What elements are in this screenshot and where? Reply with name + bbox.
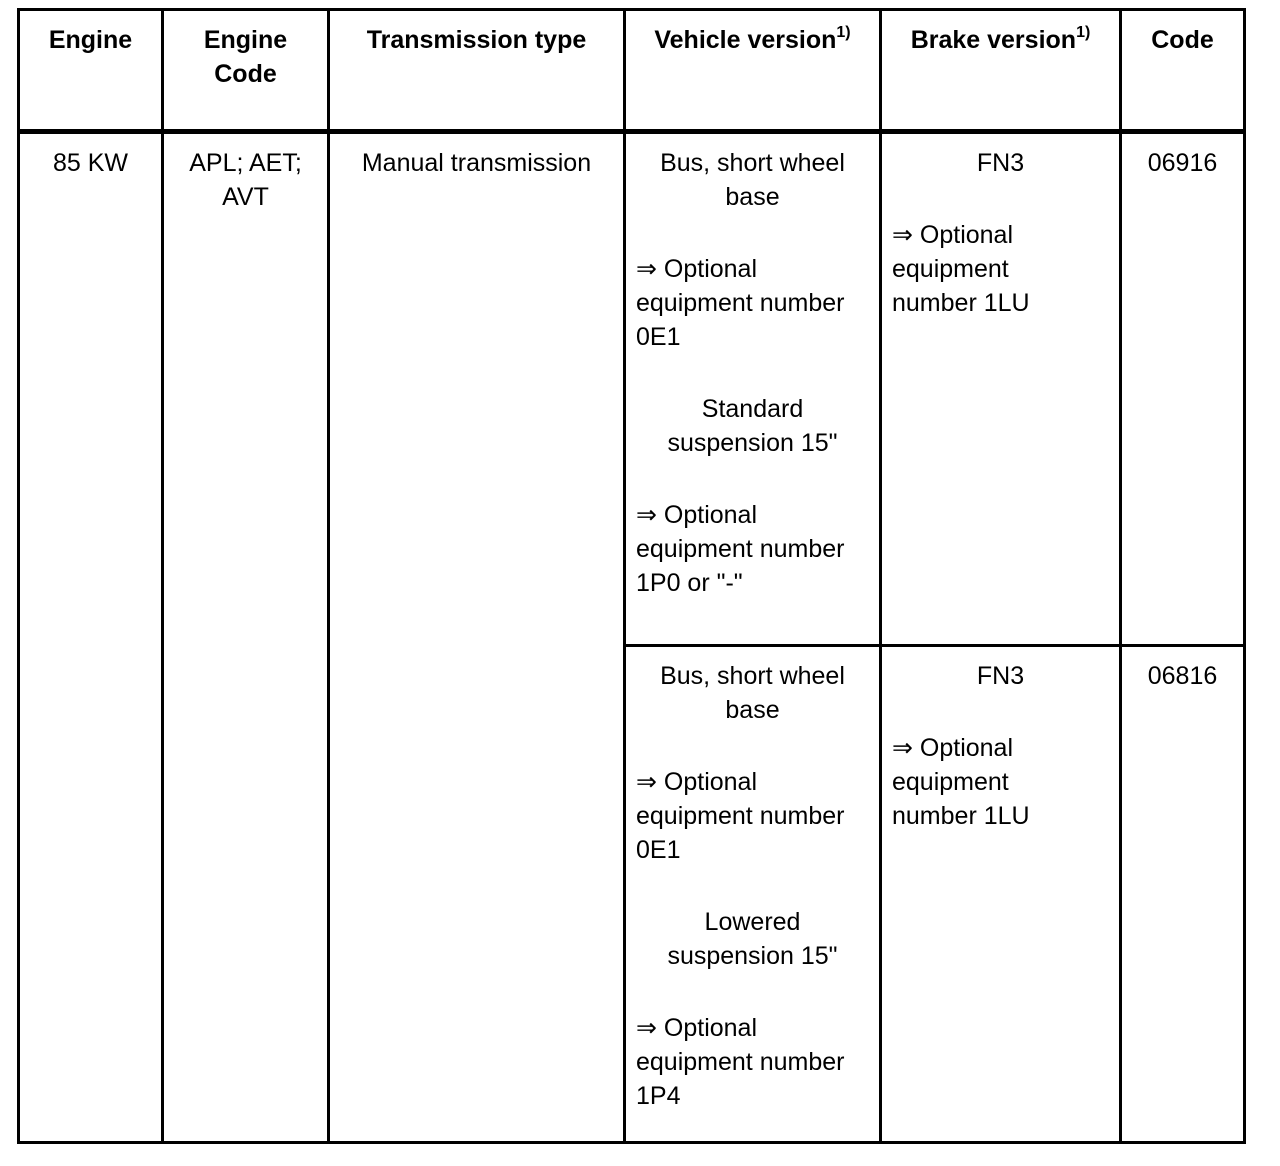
header-code-label: Code	[1151, 26, 1214, 54]
table-row	[19, 132, 1245, 646]
brake-option-line2: equipment	[892, 255, 1009, 283]
cell-vehicle-version	[625, 646, 881, 1143]
cell-engine	[19, 132, 163, 1143]
brake-code-table	[17, 8, 1246, 1144]
transmission-value: Manual transmission	[361, 149, 592, 177]
vehicle-title-line1: Bus, short wheel	[660, 662, 845, 690]
cell-code	[1121, 646, 1245, 1143]
header-brake-version	[881, 10, 1121, 132]
brake-option-line1: ⇒ Optional	[892, 734, 1014, 762]
vehicle-title-line1: Bus, short wheel	[660, 149, 845, 177]
cell-transmission-type	[329, 132, 625, 1143]
header-vehicle-version	[625, 10, 881, 132]
cell-engine-code	[163, 132, 329, 1143]
suspension-line2: suspension 15"	[667, 942, 838, 970]
brake-option-line3: number 1LU	[892, 802, 1030, 830]
cell-vehicle-version	[625, 132, 881, 646]
vehicle-option-line3: 0E1	[636, 323, 681, 351]
code-value: 06916	[1147, 149, 1218, 177]
header-row	[19, 10, 1245, 132]
header-vehicle-label: Vehicle version	[654, 26, 837, 54]
vehicle-option-line2: equipment number	[636, 802, 845, 830]
vehicle-option-line3: 0E1	[636, 836, 681, 864]
header-engine-code-line2: Code	[214, 60, 277, 88]
suspension-option-line2: equipment number	[636, 1048, 845, 1076]
vehicle-option-line1: ⇒ Optional	[636, 768, 758, 796]
header-code	[1121, 10, 1245, 132]
brake-title: FN3	[976, 662, 1025, 690]
engine-code-line1: APL; AET;	[189, 149, 302, 177]
header-engine-label: Engine	[48, 26, 133, 54]
suspension-option-line1: ⇒ Optional	[636, 501, 758, 529]
header-engine-code-line1: Engine	[203, 26, 288, 54]
header-transmission-label: Transmission type	[366, 26, 587, 54]
code-value: 06816	[1147, 662, 1218, 690]
brake-option-line2: equipment	[892, 768, 1009, 796]
header-brake-label: Brake version	[910, 26, 1077, 54]
brake-option-line1: ⇒ Optional	[892, 221, 1014, 249]
cell-brake-version	[881, 646, 1121, 1143]
vehicle-option-line1: ⇒ Optional	[636, 255, 758, 283]
suspension-line1: Standard	[701, 395, 804, 423]
vehicle-title-line2: base	[725, 696, 780, 724]
suspension-line2: suspension 15"	[667, 429, 838, 457]
suspension-line1: Lowered	[704, 908, 801, 936]
header-transmission-type	[329, 10, 625, 132]
footnote-marker: 1)	[836, 23, 851, 41]
engine-value: 85 KW	[52, 149, 129, 177]
engine-code-line2: AVT	[222, 183, 269, 211]
footnote-marker: 1)	[1076, 23, 1091, 41]
vehicle-option-line2: equipment number	[636, 289, 845, 317]
cell-brake-version	[881, 132, 1121, 646]
cell-code	[1121, 132, 1245, 646]
brake-title: FN3	[976, 149, 1025, 177]
header-engine-code	[163, 10, 329, 132]
suspension-option-line3: 1P4	[636, 1082, 681, 1110]
vehicle-title-line2: base	[725, 183, 780, 211]
suspension-option-line3: 1P0 or "-"	[636, 569, 743, 597]
suspension-option-line1: ⇒ Optional	[636, 1014, 758, 1042]
suspension-option-line2: equipment number	[636, 535, 845, 563]
header-engine	[19, 10, 163, 132]
brake-option-line3: number 1LU	[892, 289, 1030, 317]
